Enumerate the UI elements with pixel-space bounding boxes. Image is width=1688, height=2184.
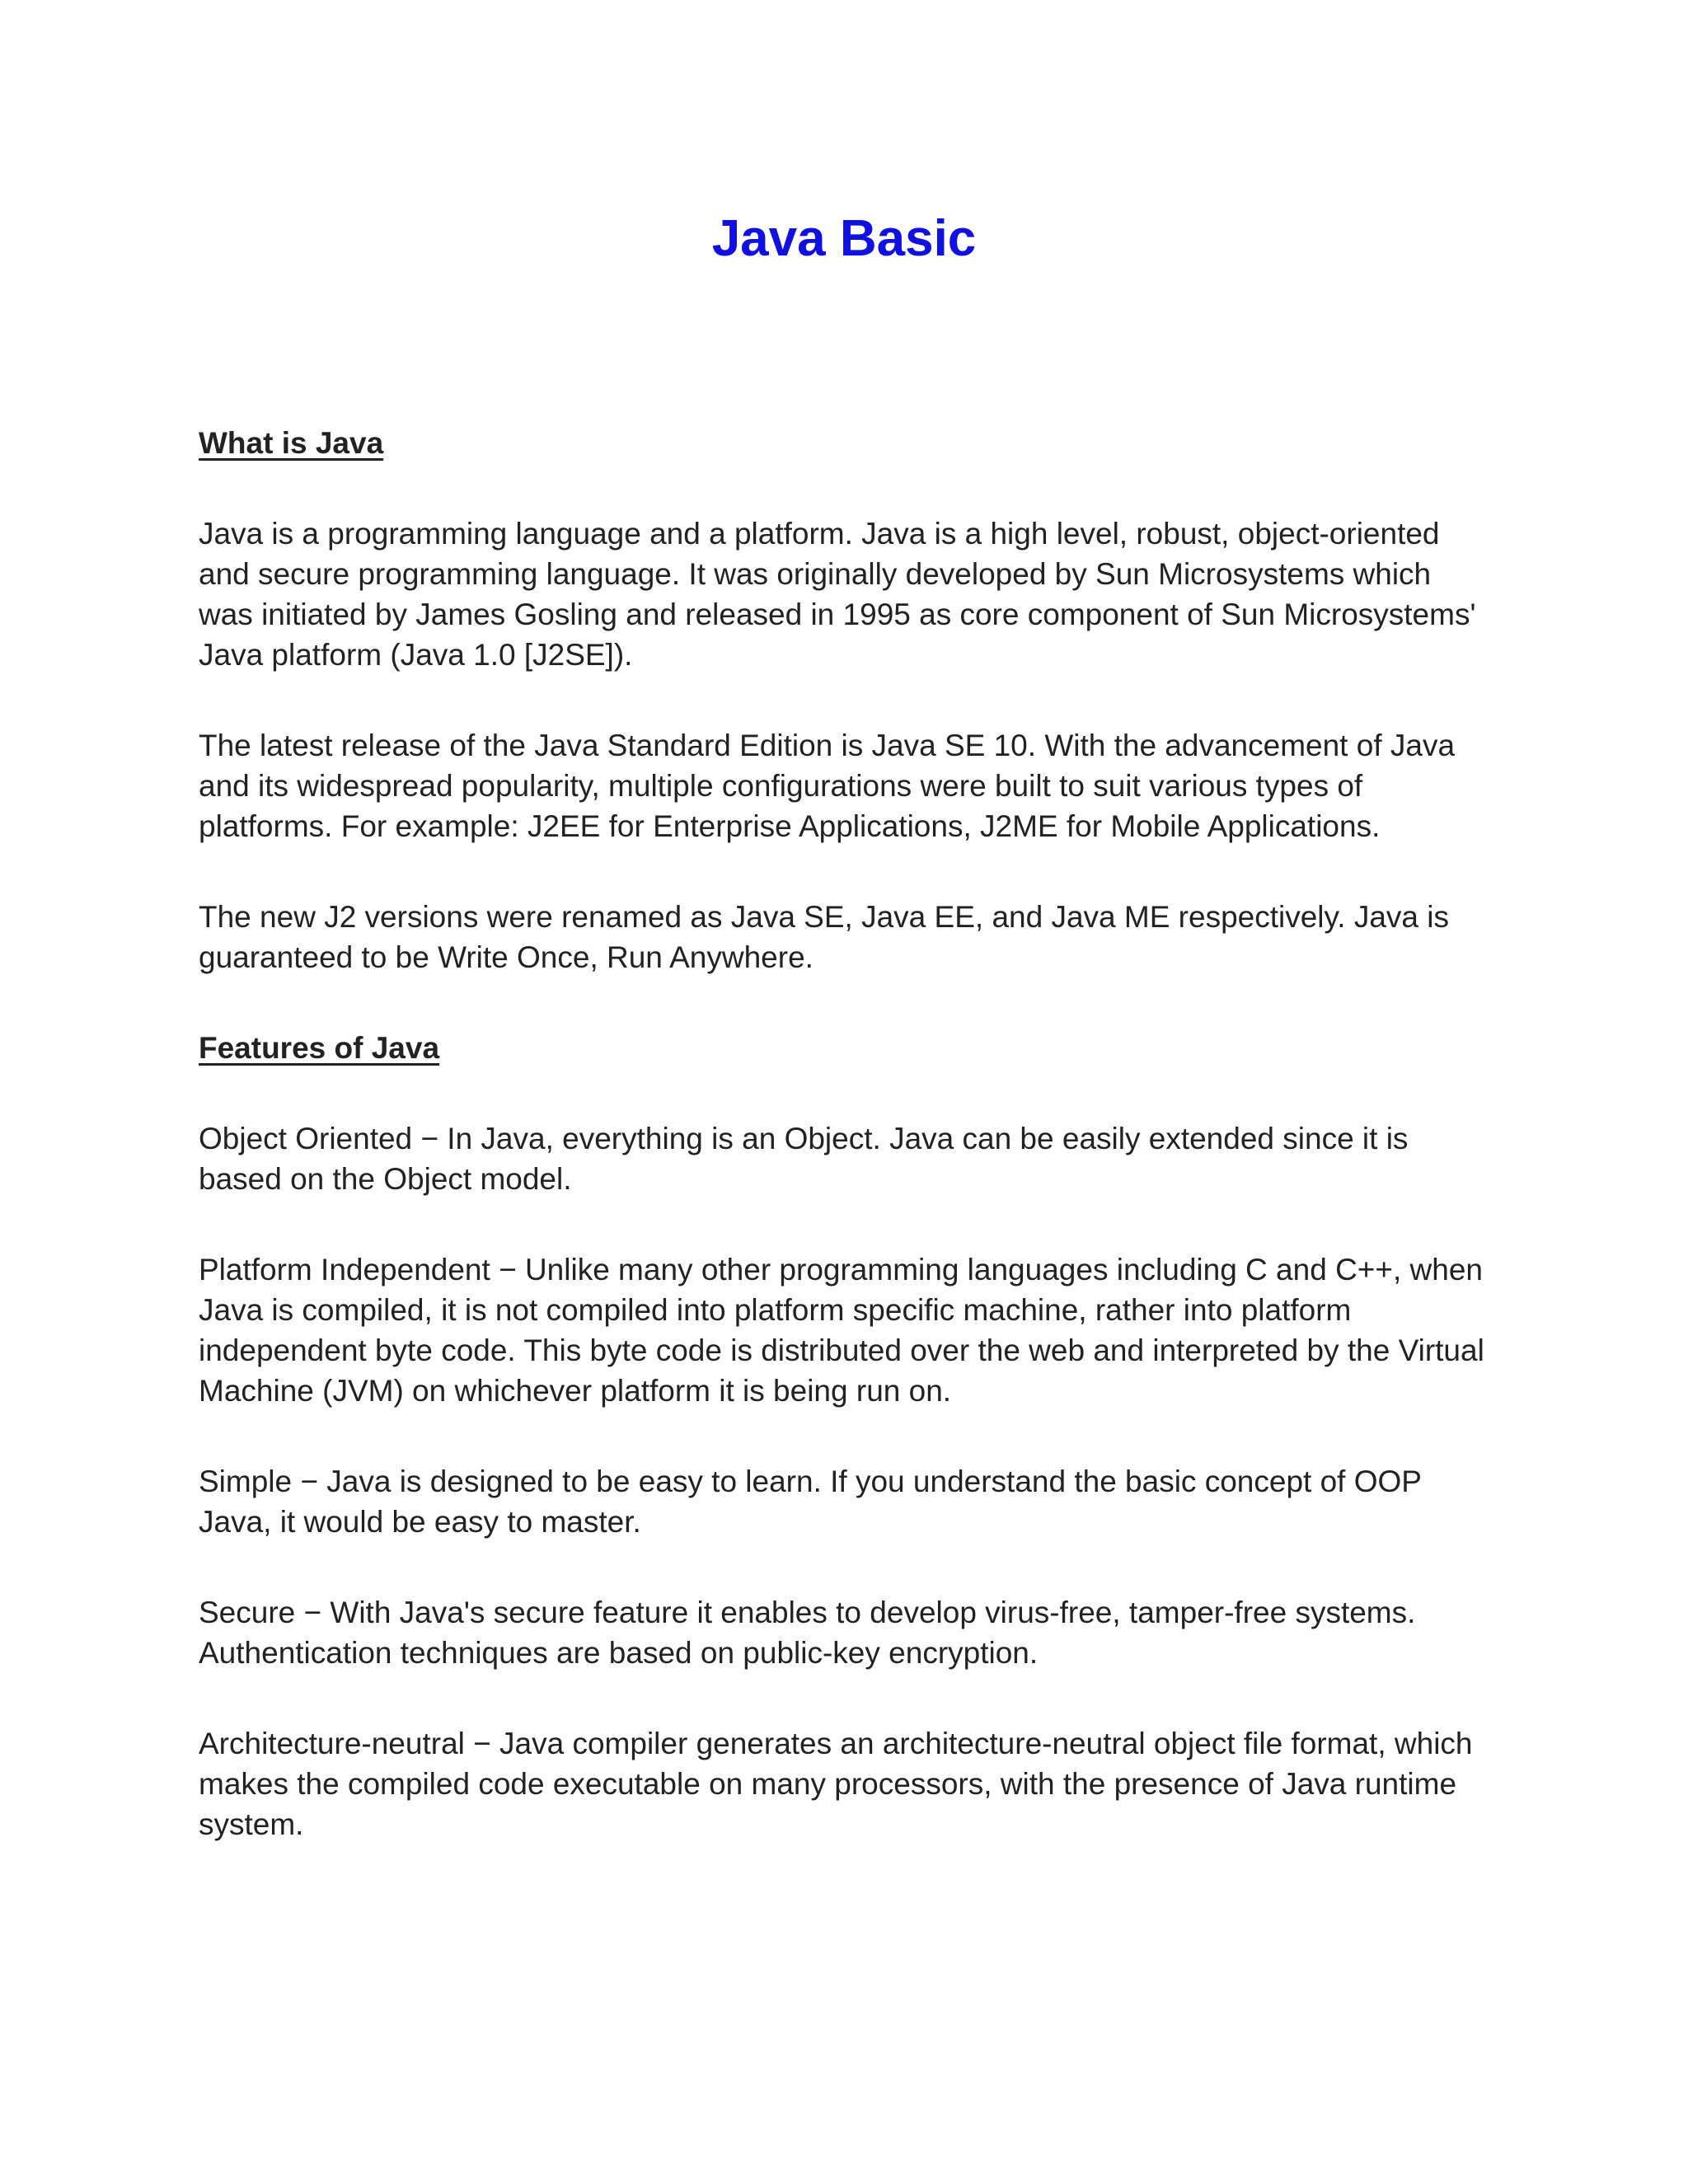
paragraph-feature-secure: Secure − With Java's secure feature it enables to develop virus-free, tamper-free systems. Authentication techniques are based on public-key encryption. [199,1596,1416,1670]
paragraph-java-intro: Java is a programming language and a platform. Java is a high level, robust, object-oriented and secure programming language. It was originally developed by Sun Microsystems which was initiated by James Gosling and released in 1995 as core component of Sun Microsystems' Java platform (Java 1.0 [J2SE]). [199,517,1476,672]
paragraph-feature-simple: Simple − Java is designed to be easy to learn. If you understand the basic concept of OOP Java, it would be easy to master. [199,1465,1422,1539]
paragraph-feature-architecture-neutral: Architecture-neutral − Java compiler generates an architecture-neutral object file format, which makes the compiled code executable on many processors, with the presence of Java runtime system. [199,1727,1473,1841]
paragraph-feature-platform-independent: Platform Independent − Unlike many other programming languages including C and C++, when Java is compiled, it is not compiled into platform specific machine, rather into platform independent byte code. This byte code is distributed over the web and interpreted by the Virtual Machine (JVM) on whichever platform it is being run on. [199,1253,1484,1408]
paragraph-java-editions: The latest release of the Java Standard Edition is Java SE 10. With the advancement of Java and its widespread popularity, multiple configurations were built to suit various types of platforms. For example: J2EE for Enterprise Applications, J2ME for Mobile Applications. [199,729,1456,843]
document-title: Java Basic [711,210,977,267]
section-heading-what-is-java: What is Java [199,426,384,460]
paragraph-java-renaming: The new J2 versions were renamed as Java SE, Java EE, and Java ME respectively. Java is guaranteed to be Write Once, Run Anywhere. [199,900,1449,974]
section-heading-features-of-java: Features of Java [199,1031,440,1065]
paragraph-feature-object-oriented: Object Oriented − In Java, everything is an Object. Java can be easily extended since it is based on the Object model. [199,1122,1409,1196]
